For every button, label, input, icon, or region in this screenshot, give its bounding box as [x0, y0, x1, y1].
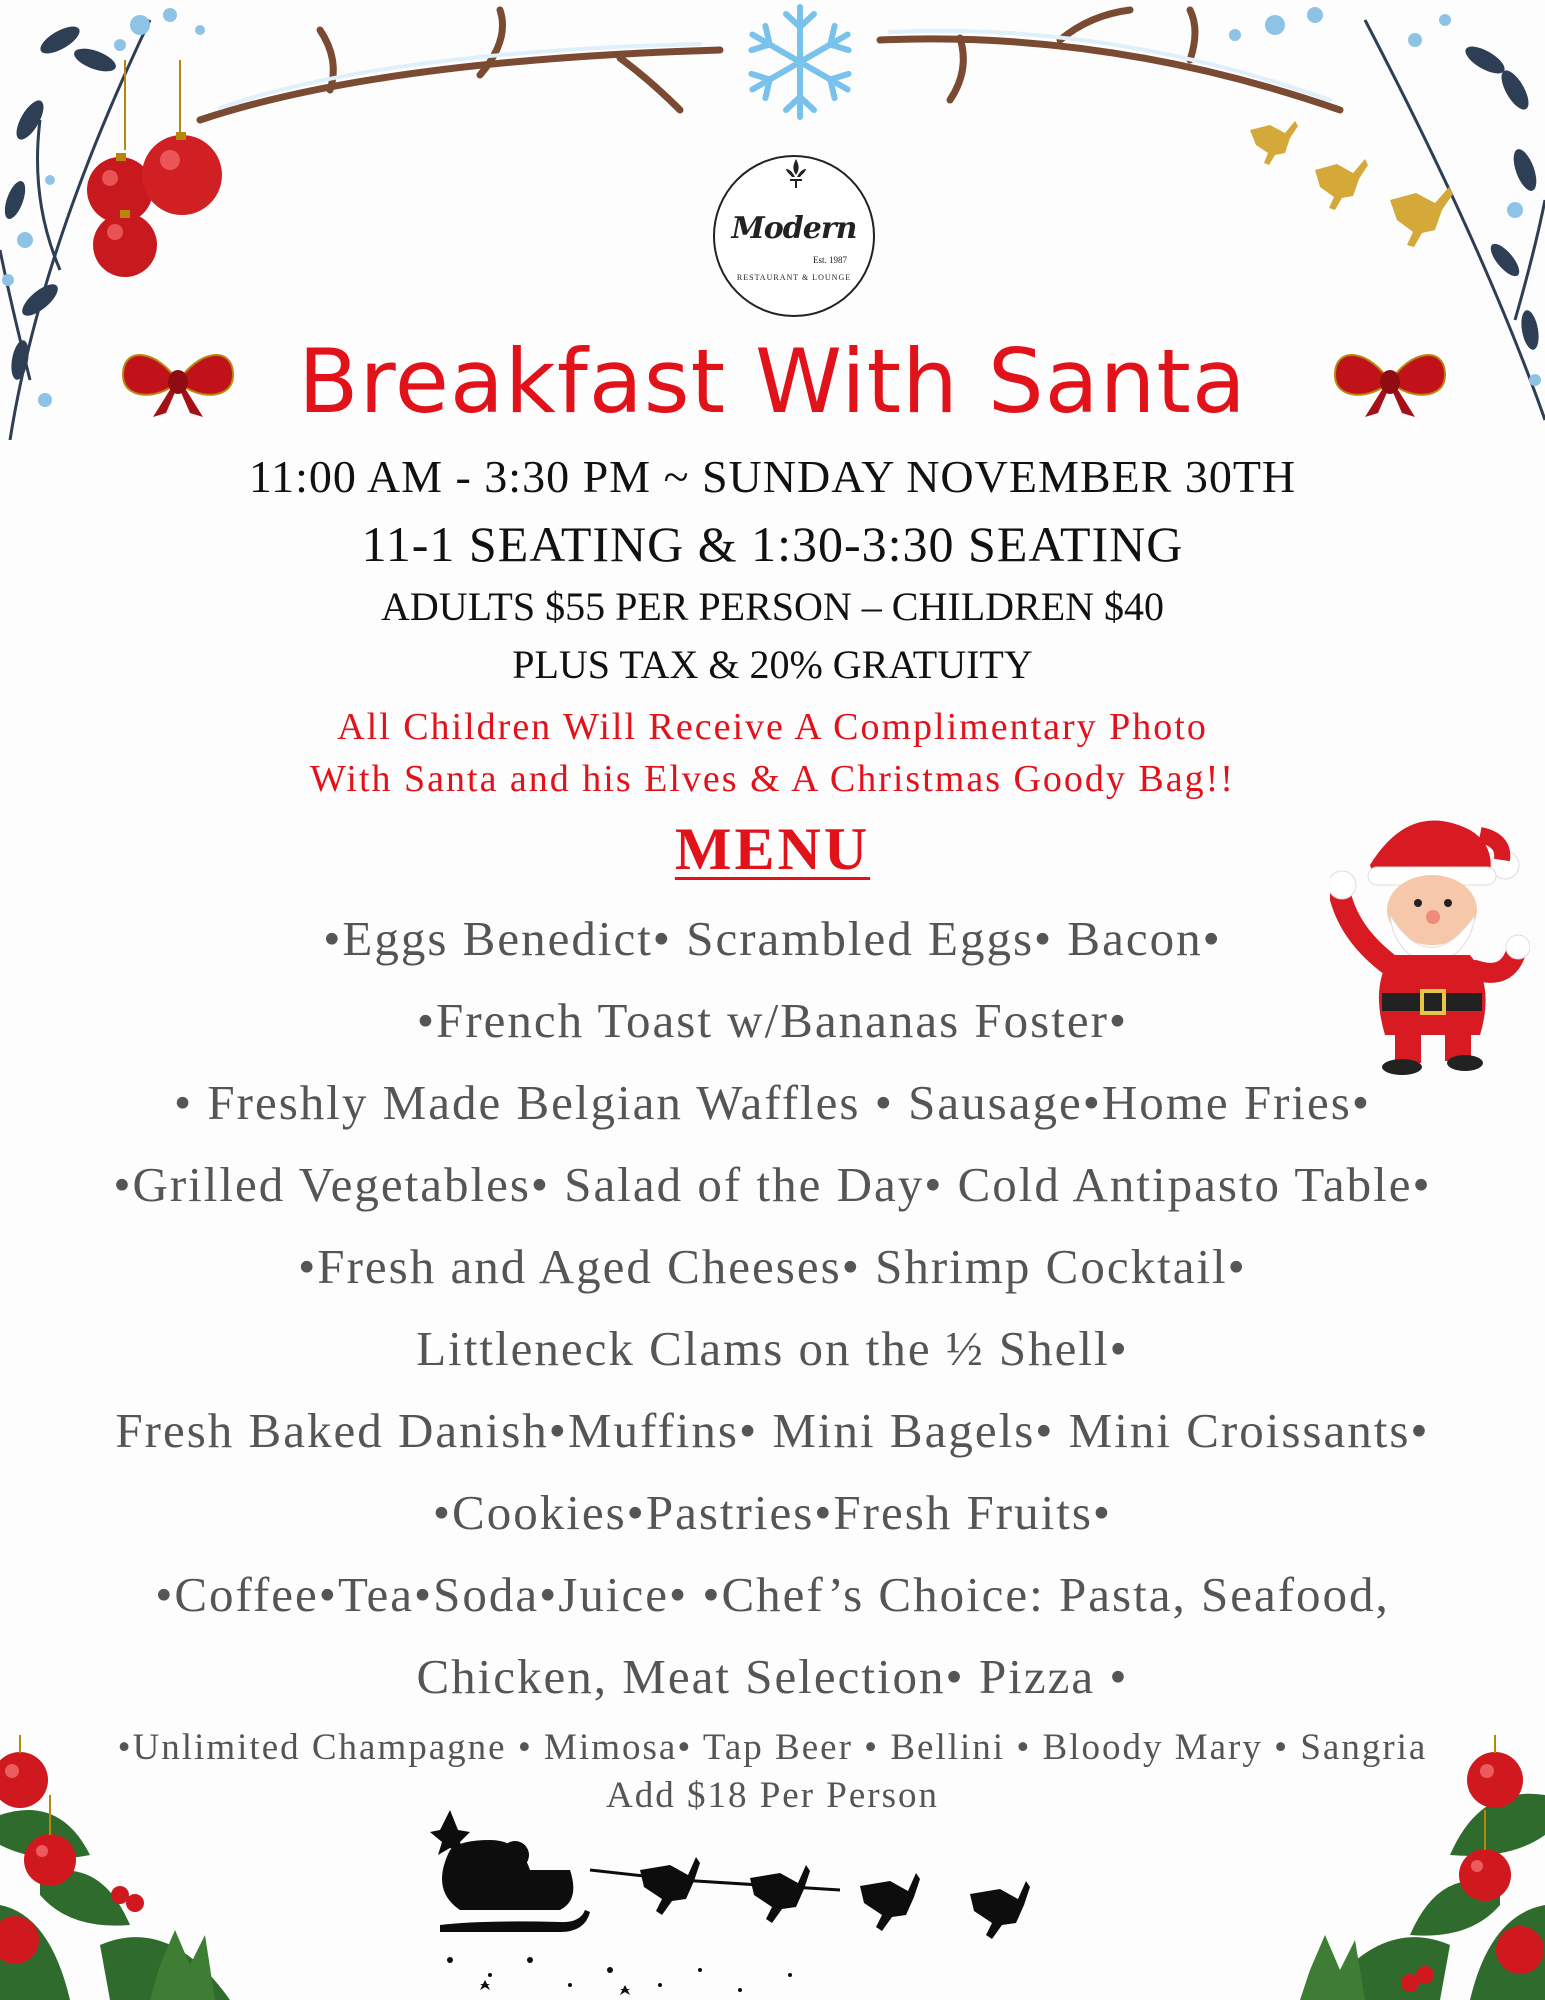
fleur-de-lis-icon — [784, 159, 808, 189]
menu-line: •Coffee•Tea•Soda•Juice• •Chef’s Choice: Pasta, Seafood, — [155, 1567, 1390, 1622]
branch-icon — [180, 0, 740, 140]
holly-icon — [0, 1735, 300, 2000]
event-pricing: ADULTS $55 PER PERSON – CHILDREN $40 — [380, 584, 1165, 629]
menu-line: •Fresh and Aged Cheeses• Shrimp Cocktail• — [298, 1239, 1247, 1294]
menu-line: •French Toast w/Bananas Foster• — [416, 993, 1129, 1048]
sleigh-icon — [420, 1810, 1120, 2000]
snowflake-icon — [735, 0, 865, 135]
promo-line-1: All Children Will Receive A Complimentary Photo — [337, 706, 1208, 748]
santa-icon — [1330, 805, 1530, 1075]
event-title: Breakfast With Santa — [298, 330, 1247, 433]
logo-name: Modern — [731, 211, 857, 246]
menu-line: • Freshly Made Belgian Waffles • Sausage•Home Fries• — [173, 1075, 1372, 1130]
menu-line: •Cookies•Pastries•Fresh Fruits• — [432, 1485, 1113, 1540]
drinks-price: Add $18 Per Person — [605, 1775, 939, 1816]
event-fees: PLUS TAX & 20% GRATUITY — [512, 642, 1033, 687]
ornament-icon — [70, 60, 240, 280]
menu-line: •Eggs Benedict• Scrambled Eggs• Bacon• — [323, 911, 1222, 966]
event-time-date: 11:00 AM - 3:30 PM ~ SUNDAY NOVEMBER 30TH — [248, 451, 1297, 502]
logo-established: Est. 1987 — [812, 255, 847, 265]
menu-line: Fresh Baked Danish•Muffins• Mini Bagels• Mini Croissants• — [115, 1403, 1430, 1458]
menu-line: Chicken, Meat Selection• Pizza • — [416, 1649, 1129, 1704]
restaurant-logo — [713, 155, 875, 317]
menu-line: •Grilled Vegetables• Salad of the Day• Cold Antipasto Table• — [113, 1157, 1432, 1212]
promo-line-2: With Santa and his Elves & A Christmas Goody Bag!! — [310, 758, 1235, 800]
reindeer-icon — [1240, 100, 1480, 270]
menu-line: Littleneck Clams on the ½ Shell• — [416, 1321, 1129, 1376]
event-seatings: 11-1 SEATING & 1:30-3:30 SEATING — [361, 516, 1184, 572]
holly-icon — [1250, 1735, 1545, 2000]
logo-subtitle: RESTAURANT & LOUNGE — [736, 273, 852, 282]
menu-heading: MENU — [674, 816, 871, 882]
drinks-line: •Unlimited Champagne • Mimosa• Tap Beer • Bellini • Bloody Mary • Sangria — [117, 1727, 1428, 1768]
